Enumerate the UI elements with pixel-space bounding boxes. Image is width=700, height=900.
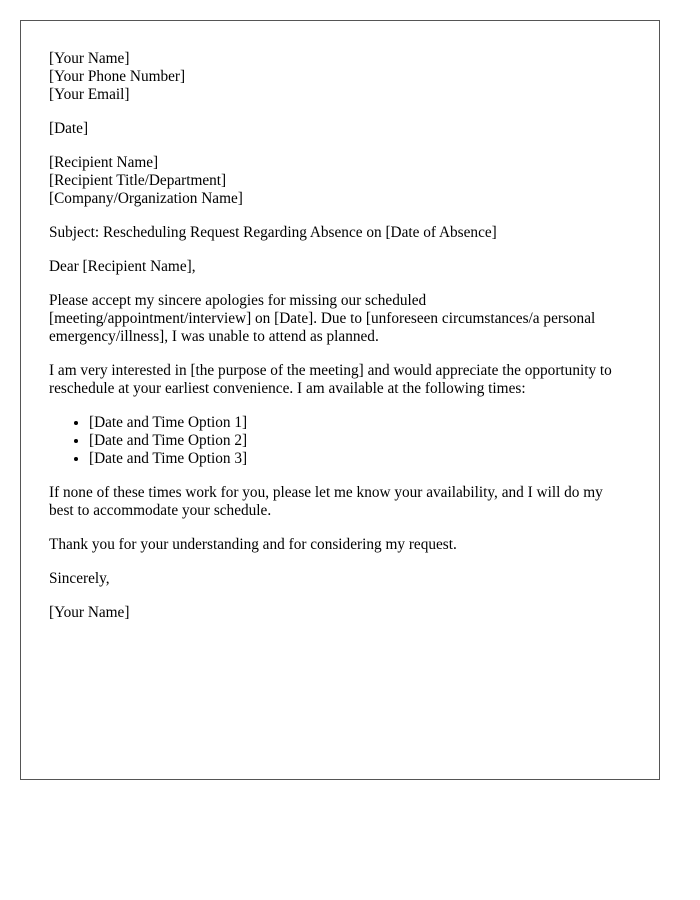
sender-phone: [Your Phone Number] xyxy=(49,68,186,85)
thanks-paragraph: Thank you for your understanding and for considering my request. xyxy=(49,536,457,553)
list-item: • [Date and Time Option 2] xyxy=(89,432,631,450)
letter-page xyxy=(20,20,660,780)
recipient-title: [Recipient Title/Department] xyxy=(49,172,227,189)
recipient-company: [Company/Organization Name] xyxy=(49,190,243,207)
subject-line: Subject: Rescheduling Request Regarding Absence on [Date of Absence] xyxy=(49,224,497,241)
salutation: Dear [Recipient Name], xyxy=(49,258,196,275)
recipient-block xyxy=(49,154,631,208)
list-item: • [Date and Time Option 3] xyxy=(89,450,631,468)
closing: Sincerely, xyxy=(49,570,110,587)
interest-paragraph: I am very interested in [the purpose of the meeting] and would appreciate the opportunity to reschedule at your earliest convenience. I am available at the following times: xyxy=(49,362,612,397)
list-item: • [Date and Time Option 1] xyxy=(89,414,631,432)
sender-email: [Your Email] xyxy=(49,86,130,103)
sender-block xyxy=(49,50,631,104)
recipient-name: [Recipient Name] xyxy=(49,154,159,171)
availability-list xyxy=(49,414,631,468)
sender-name: [Your Name] xyxy=(49,50,130,67)
apology-paragraph: Please accept my sincere apologies for missing our scheduled [meeting/appointment/interview] on [Date]. Due to [unforeseen circumstances/a personal emergency/illness], I was unable to attend as planned. xyxy=(49,292,596,345)
date-block xyxy=(49,120,631,138)
signature: [Your Name] xyxy=(49,604,130,621)
alternative-paragraph: If none of these times work for you, please let me know your availability, and I will do my best to accommodate your schedule. xyxy=(49,484,603,519)
letter-date: [Date] xyxy=(49,120,89,137)
